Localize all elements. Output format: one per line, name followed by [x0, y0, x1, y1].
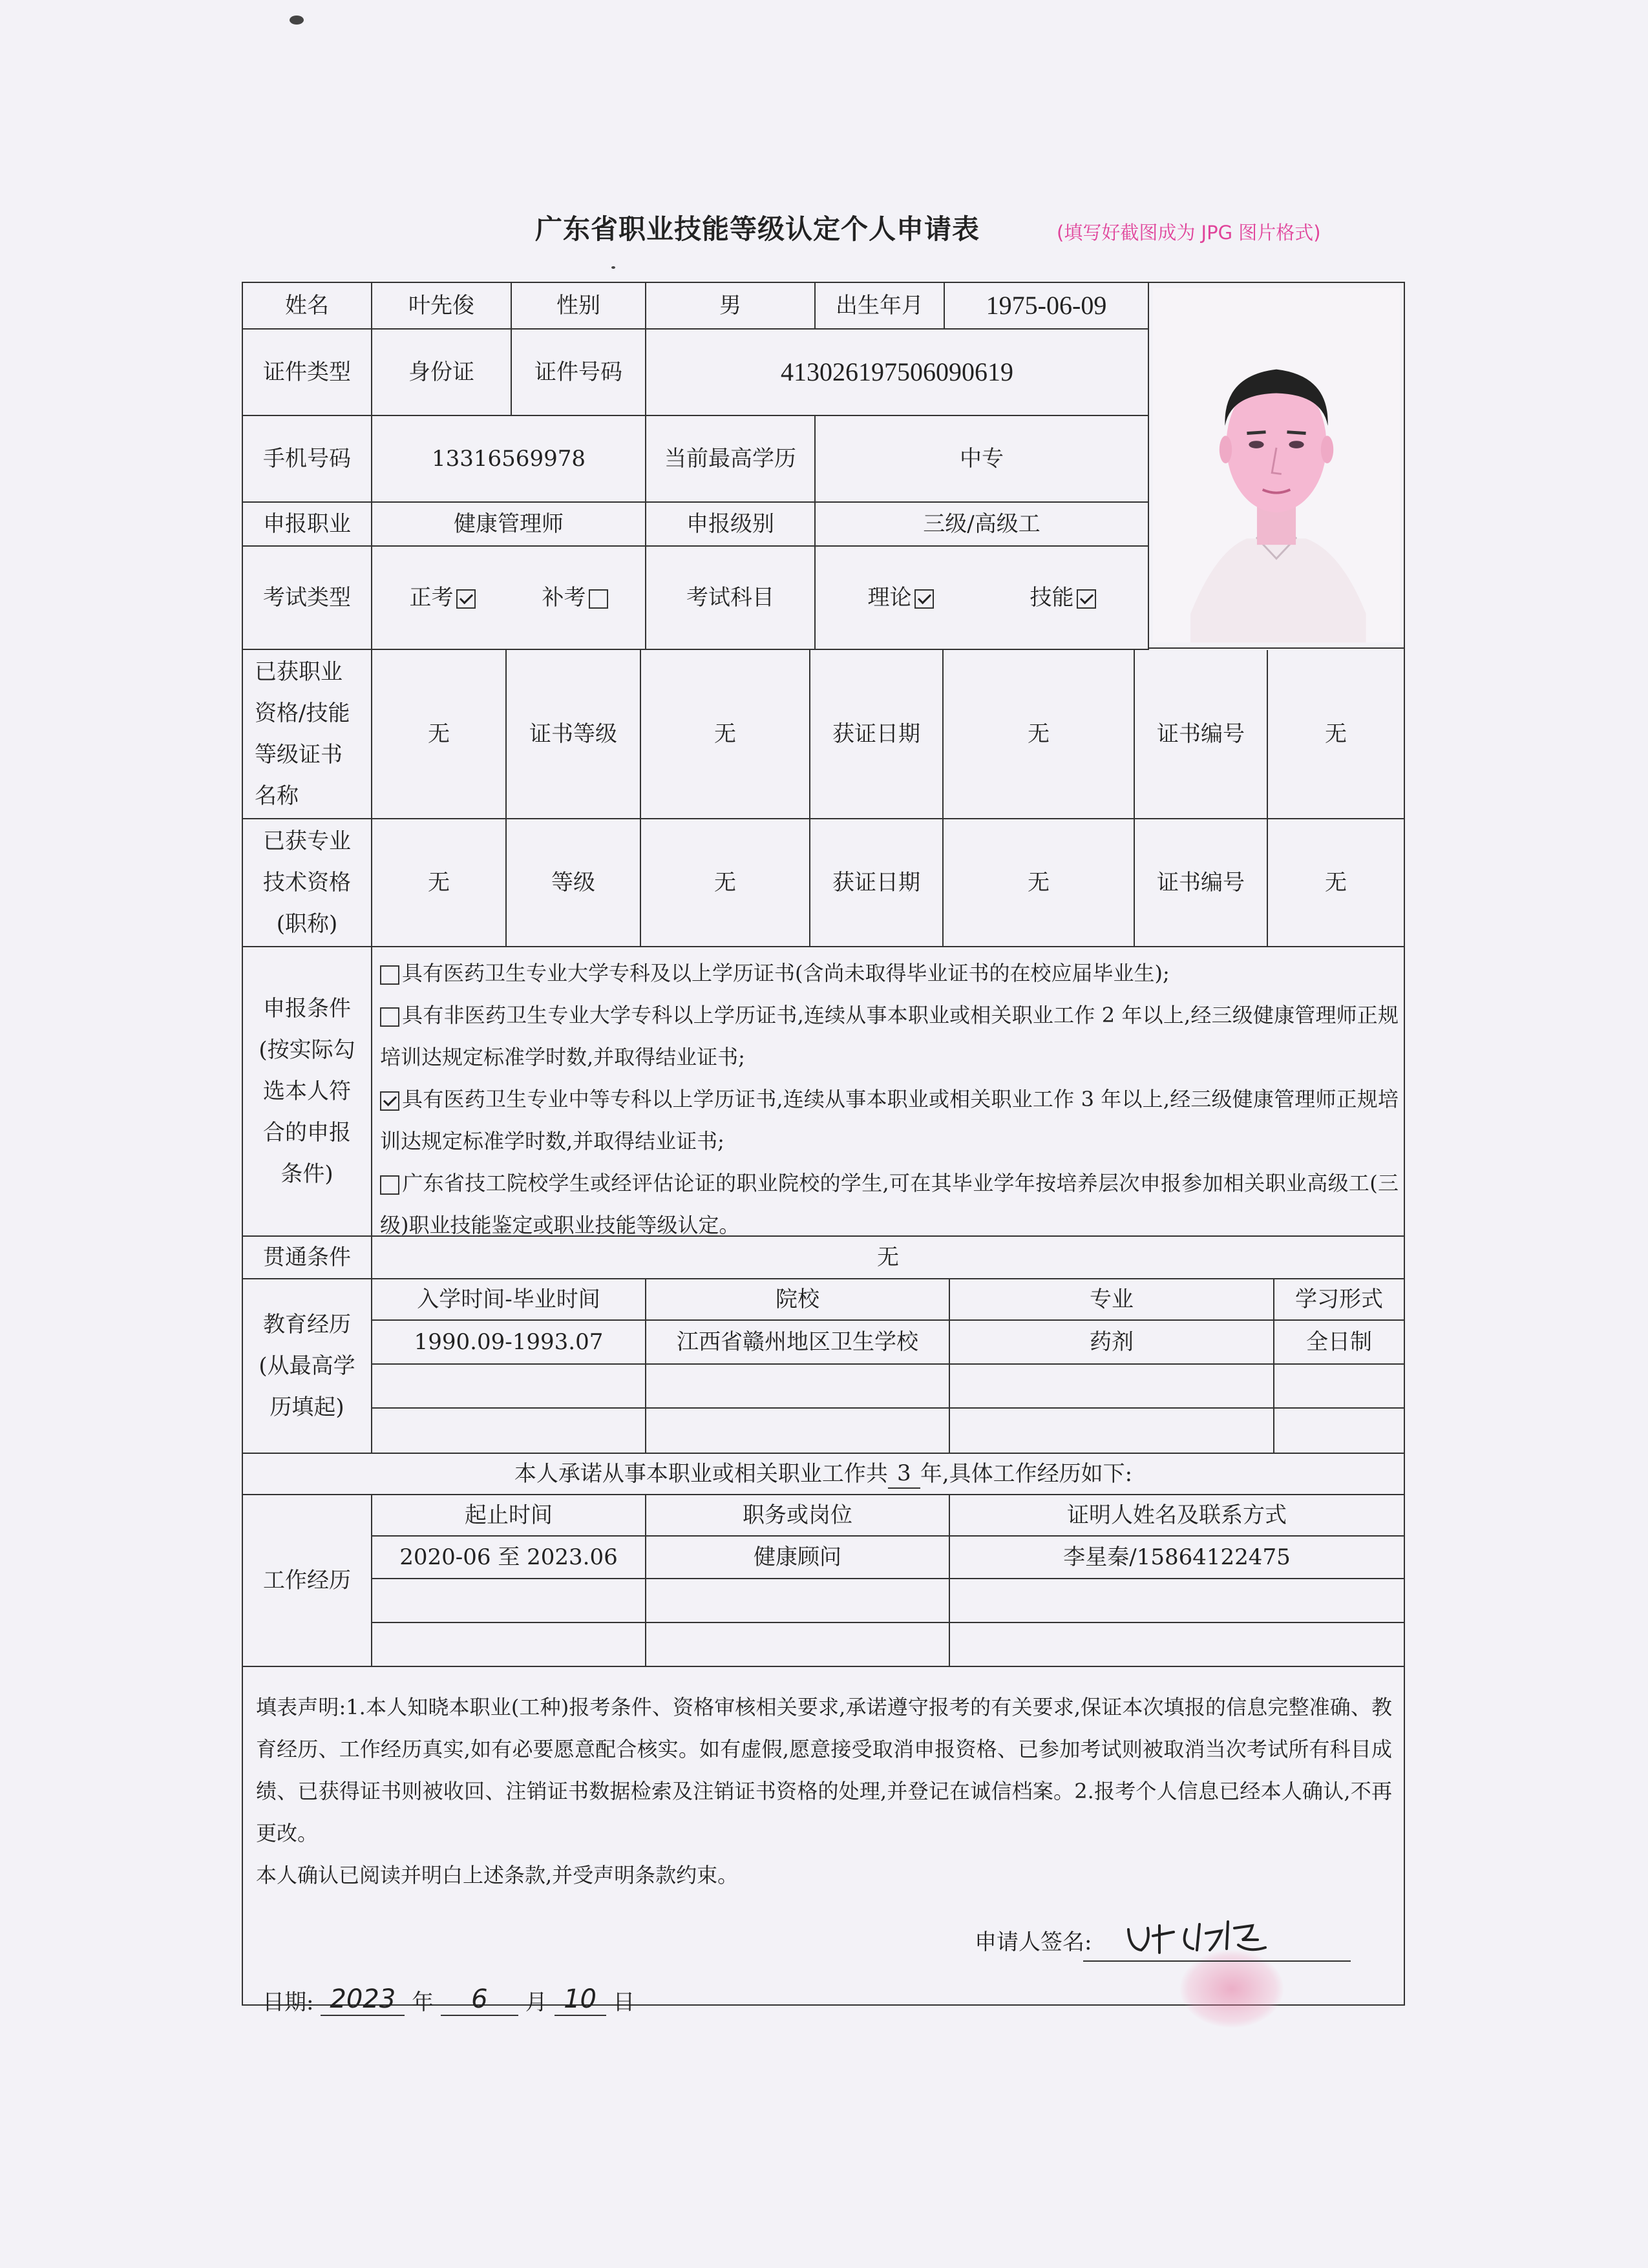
edu-period: 1990.09-1993.07 [372, 1321, 646, 1365]
exam-subject-options [816, 547, 1149, 650]
id-no-label: 证件号码 [512, 330, 646, 416]
work-position: 健康顾问 [646, 1537, 950, 1579]
declaration-confirm: 本人确认已阅读并明白上述条款,并受声明条款约束。 [256, 1863, 739, 1887]
name-value: 叶先俊 [372, 283, 512, 330]
birth-label: 出生年月 [816, 283, 945, 330]
birth-value: 1975-06-09 [945, 283, 1149, 330]
edu-empty-cell [950, 1409, 1274, 1454]
title-cert-label: 已获专业技术资格(职称) [243, 819, 372, 947]
title-cert-no-label: 证书编号 [1135, 819, 1268, 947]
title-cert-date-label: 获证日期 [810, 819, 944, 947]
gender-label: 性别 [512, 283, 646, 330]
condition-checkbox[interactable] [380, 965, 399, 985]
condition-item[interactable]: 具有医药卫生专业中等专科以上学历证书,连续从事本职业或相关职业工作 3 年以上,经三级健康管理师正规培训达规定标准学时数,并取得结业证书; [380, 1087, 1399, 1153]
cert-date-value: 无 [944, 650, 1135, 819]
exam-type-options [372, 547, 646, 650]
work-label: 工作经历 [243, 1495, 372, 1667]
condition-item[interactable]: 具有医药卫生专业大学专科及以上学历证书(含尚未取得毕业证书的在校应届毕业生); [380, 952, 1399, 994]
exam-retake-checkbox[interactable] [589, 589, 608, 609]
cert-grade-label: 证书等级 [507, 650, 641, 819]
work-empty-cell [950, 1579, 1404, 1623]
through-value: 无 [372, 1237, 1404, 1279]
work-empty-cell [646, 1579, 950, 1623]
gender-value: 男 [646, 283, 816, 330]
signature-line [1083, 1960, 1351, 1962]
title-cert-grade-label: 等级 [507, 819, 641, 947]
edu-mode: 全日制 [1274, 1321, 1404, 1365]
work-promise: 本人承诺从事本职业或相关职业工作共 3 年,具体工作经历如下: [243, 1454, 1404, 1495]
edu-empty-cell [372, 1365, 646, 1409]
edu-empty-cell [646, 1365, 950, 1409]
exam-subject-label: 考试科目 [646, 547, 816, 650]
cert-no-value: 无 [1268, 650, 1404, 819]
date-year: 2023 [321, 1984, 405, 2016]
work-header-period: 起止时间 [372, 1495, 646, 1537]
edu-empty-cell [372, 1409, 646, 1454]
cert-date-label: 获证日期 [810, 650, 944, 819]
phone-value: 13316569978 [372, 416, 646, 503]
date-row [262, 1984, 635, 2016]
edu-major: 药剂 [950, 1321, 1274, 1365]
edu-header-mode: 学习形式 [1274, 1279, 1404, 1321]
job-label: 申报职业 [243, 503, 372, 547]
conditions-label: 申报条件(按实际勾选本人符合的申报条件) [243, 947, 372, 1237]
skill-option[interactable]: 技能 [1030, 577, 1096, 618]
work-empty-cell [372, 1579, 646, 1623]
edu-empty-cell [1274, 1365, 1404, 1409]
condition-checkbox[interactable] [380, 1007, 399, 1027]
id-no-value: 413026197506090619 [646, 330, 1149, 416]
title-cert-date-value: 无 [944, 819, 1135, 947]
date-day-unit: 日 [613, 1990, 635, 2015]
education-level-label: 当前最高学历 [646, 416, 816, 503]
date-day: 10 [555, 1984, 606, 2016]
work-empty-cell [646, 1623, 950, 1667]
condition-item[interactable]: 具有非医药卫生专业大学专科以上学历证书,连续从事本职业或相关职业工作 2 年以上,经三级健康管理师正规培训达规定标准学时数,并取得结业证书; [380, 1003, 1399, 1069]
education-label: 教育经历(从最高学历填起) [243, 1279, 372, 1454]
edu-header-school: 院校 [646, 1279, 950, 1321]
date-year-unit: 年 [412, 1990, 434, 2015]
edu-empty-cell [646, 1409, 950, 1454]
fingerprint-stamp [1180, 1950, 1284, 2028]
date-label: 日期: [262, 1990, 314, 2015]
page-title: 广东省职业技能等级认定个人申请表 [535, 213, 980, 245]
level-value: 三级/高级工 [816, 503, 1149, 547]
theory-option[interactable]: 理论 [868, 577, 934, 618]
condition-checkbox[interactable] [380, 1091, 399, 1111]
condition-item[interactable]: 广东省技工院校学生或经评估论证的职业院校的学生,可在其毕业学年按培养层次申报参加相关职业高级工(三级)职业技能鉴定或职业技能等级认定。 [380, 1171, 1399, 1237]
scan-speck [611, 266, 615, 269]
page-subtitle: (填写好截图成为 JPG 图片格式) [1057, 222, 1321, 244]
title-cert-grade-value: 无 [641, 819, 810, 947]
work-header-witness: 证明人姓名及联系方式 [950, 1495, 1404, 1537]
work-header-position: 职务或岗位 [646, 1495, 950, 1537]
name-label: 姓名 [243, 283, 372, 330]
applicant-signature [1083, 1910, 1351, 1962]
conditions-list [372, 947, 1404, 1237]
edu-school: 江西省赣州地区卫生学校 [646, 1321, 950, 1365]
work-empty-cell [950, 1623, 1404, 1667]
skill-checkbox[interactable] [1077, 589, 1096, 609]
through-label: 贯通条件 [243, 1237, 372, 1279]
title-cert-name-value: 无 [372, 819, 507, 947]
theory-checkbox[interactable] [914, 589, 934, 609]
application-form [242, 282, 1405, 2015]
signature-label: 申请人签名: [975, 1929, 1092, 1955]
date-month-unit: 月 [525, 1990, 547, 2015]
cert-no-label: 证书编号 [1135, 650, 1268, 819]
exam-first-option[interactable]: 正考 [410, 577, 476, 618]
edu-empty-cell [950, 1365, 1274, 1409]
id-type-label: 证件类型 [243, 330, 372, 416]
date-month: 6 [441, 1984, 518, 2016]
exam-retake-option[interactable]: 补考 [542, 577, 608, 618]
scan-speck [290, 16, 304, 25]
cert-name-value: 无 [372, 650, 507, 819]
cert-label: 已获职业资格/技能等级证书名称 [243, 650, 372, 819]
condition-checkbox[interactable] [380, 1175, 399, 1195]
exam-first-checkbox[interactable] [456, 589, 476, 609]
education-level-value: 中专 [816, 416, 1149, 503]
phone-label: 手机号码 [243, 416, 372, 503]
edu-header-period: 入学时间-毕业时间 [372, 1279, 646, 1321]
title-cert-no-value: 无 [1268, 819, 1404, 947]
work-period: 2020-06 至 2023.06 [372, 1537, 646, 1579]
declaration-text: 填表声明:1.本人知晓本职业(工种)报考条件、资格审核相关要求,承诺遵守报考的有关要求,保证本次填报的信息完整准确、教育经历、工作经历真实,如有必要愿意配合核实。如有虚假,愿意接受取消申报资格、已参加考试则被取消当次考试所有科目成绩、已获得证书则被收回、注销证书数据检索及注销证书资格的处理,并登记在诚信档案。2.报考个人信息已经本人确认,不再更改。 [256, 1695, 1392, 1845]
edu-header-major: 专业 [950, 1279, 1274, 1321]
work-witness: 李星秦/15864122475 [950, 1537, 1404, 1579]
level-label: 申报级别 [646, 503, 816, 547]
exam-type-label: 考试类型 [243, 547, 372, 650]
job-value: 健康管理师 [372, 503, 646, 547]
id-type-value: 身份证 [372, 330, 512, 416]
cert-grade-value: 无 [641, 650, 810, 819]
work-empty-cell [372, 1623, 646, 1667]
edu-empty-cell [1274, 1409, 1404, 1454]
applicant-photo [1149, 283, 1404, 649]
